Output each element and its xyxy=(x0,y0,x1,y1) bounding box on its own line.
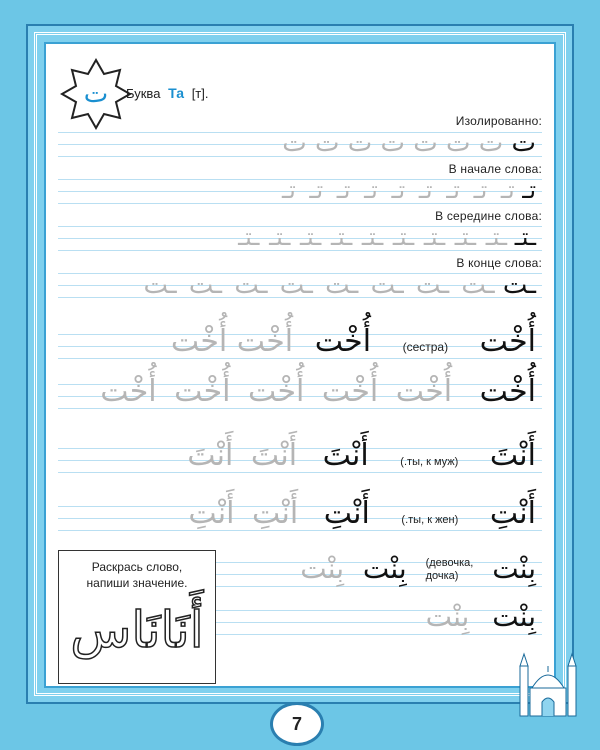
label-initial: В начале слова: xyxy=(445,162,542,176)
coloring-instruction: Раскрась слово, xyxy=(91,560,183,574)
word-row-bint-2: بِنْت بِنْت xyxy=(425,600,536,633)
page-number: 7 xyxy=(270,702,324,746)
label-final: В конце слова: xyxy=(452,256,542,270)
letter-glyph: ت xyxy=(83,79,109,109)
letter-title: Буква Та [т]. xyxy=(126,85,209,101)
word-row-bint-1: بِنْت (девочка, дочка) بِنْت بِنْت xyxy=(300,552,536,585)
word-row-ukht-2: أُخْت أُخْت أُخْت أُخْت أُخْت أُخْت xyxy=(100,374,536,409)
row-medial: ـتـ ـتـ ـتـ ـتـ ـتـ ـتـ ـتـ ـتـ ـتـ ـتـ xyxy=(238,223,536,251)
label-isolated: Изолированно: xyxy=(452,114,542,128)
label-medial: В середине слова: xyxy=(431,209,542,223)
word-row-ukht-1: أُخْت (сестра) أُخْت أُخْت أُخْت xyxy=(170,324,536,359)
coloring-exercise-box: Раскрась слово, напиши значение. أَنَانَاس xyxy=(58,550,216,684)
coloring-word[interactable]: أَنَانَاس xyxy=(70,601,204,659)
row-isolated: ت ت ت ت ت ت ت ت xyxy=(282,128,536,158)
word-row-anti: أَنْتِ (ты, к жен.) أَنْتِ أَنْتِ أَنْتِ xyxy=(188,496,536,531)
mosque-icon xyxy=(516,648,580,718)
row-initial: تـ تـ تـ تـ تـ تـ تـ تـ تـ تـ xyxy=(282,176,536,204)
worksheet xyxy=(44,42,556,688)
star-icon xyxy=(60,58,132,130)
word-row-anta: أَنْتَ (ты, к муж.) أَنْتَ أَنْتَ أَنْتَ xyxy=(187,438,536,473)
row-final: ـت ـت ـت ـت ـت ـت ـت ـت ـت xyxy=(143,270,536,300)
